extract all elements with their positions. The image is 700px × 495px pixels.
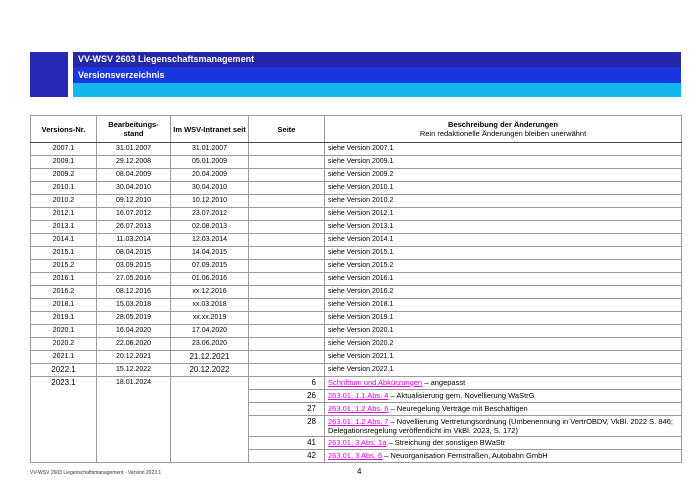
- cell-beschreibung: siehe Version 2018.1: [325, 299, 682, 312]
- cell-bearbeitung: 15.03.2018: [97, 299, 171, 312]
- cell-seite: [249, 273, 325, 286]
- cell-intranet: 21.12.2021: [171, 351, 249, 364]
- cell-bearbeitung: 08.12.2016: [97, 286, 171, 299]
- cell-beschreibung: siehe Version 2015.1: [325, 247, 682, 260]
- cell-bearbeitung: 16.07.2012: [97, 208, 171, 221]
- cell-seite: 28: [249, 416, 325, 437]
- change-link[interactable]: 263.01, 1.1 Abs. 4: [328, 391, 389, 400]
- cell-version: 2009.2: [31, 169, 97, 182]
- cell-bearbeitung: 08.04.2009: [97, 169, 171, 182]
- cell-bearbeitung: 11.03.2014: [97, 234, 171, 247]
- cell-seite: [249, 364, 325, 377]
- cell-beschreibung: siehe Version 2019.1: [325, 312, 682, 325]
- document-title: VV-WSV 2603 Liegenschaftsmanagement: [73, 52, 681, 67]
- cell-intranet: 14.04.2015: [171, 247, 249, 260]
- cell-version: 2014.1: [31, 234, 97, 247]
- banner-logo-block: [30, 52, 68, 97]
- cell-bearbeitung: 22.06.2020: [97, 338, 171, 351]
- footer-document-label: VV-WSV 2603 Liegenschaftsmanagement - Version 2023.1: [30, 470, 162, 476]
- cell-beschreibung: siehe Version 2013.1: [325, 221, 682, 234]
- cell-beschreibung: siehe Version 2020.2: [325, 338, 682, 351]
- table-header-row: [31, 116, 682, 143]
- cell-seite: [249, 351, 325, 364]
- table-row: [31, 364, 682, 377]
- table-row: [31, 338, 682, 351]
- cell-version: 2018.1: [31, 299, 97, 312]
- cell-bearbeitung: 30.04.2010: [97, 182, 171, 195]
- table-row: [31, 247, 682, 260]
- cell-version: 2015.1: [31, 247, 97, 260]
- cell-version: 2007.1: [31, 143, 97, 156]
- change-text: – Neuregelung Verträge mit Beschäftigen: [388, 404, 528, 413]
- change-text: – Aktualisierung gem. Novellierung WaStrG: [388, 391, 535, 400]
- cell-intranet: 23.07.2012: [171, 208, 249, 221]
- cell-intranet: 05.01.2009: [171, 156, 249, 169]
- cell-bearbeitung: 16.04.2020: [97, 325, 171, 338]
- cell-intranet: 20.12.2022: [171, 364, 249, 377]
- table-row: [31, 351, 682, 364]
- cell-intranet: xx.12.2016: [171, 286, 249, 299]
- cell-beschreibung: siehe Version 2016.2: [325, 286, 682, 299]
- cell-intranet: 07.09.2015: [171, 260, 249, 273]
- cell-intranet: 10.12.2010: [171, 195, 249, 208]
- cell-bearbeitung: 28.05.2019: [97, 312, 171, 325]
- cell-seite: [249, 169, 325, 182]
- table-row: [31, 260, 682, 273]
- cell-intranet: 17.04.2020: [171, 325, 249, 338]
- cell-seite: 27: [249, 403, 325, 416]
- change-link[interactable]: 263.01, 3 Abs. 1a: [328, 438, 387, 447]
- cell-beschreibung: siehe Version 2022.1: [325, 364, 682, 377]
- cell-intranet: xx.03.2018: [171, 299, 249, 312]
- col-header-intranet: Im WSV-Intranet seit: [171, 116, 249, 143]
- cell-beschreibung: siehe Version 2007.1: [325, 143, 682, 156]
- section-title: Versionsverzeichnis: [73, 67, 681, 83]
- table-row: [31, 182, 682, 195]
- cell-seite: [249, 208, 325, 221]
- cell-version: 2016.1: [31, 273, 97, 286]
- table-row: [31, 143, 682, 156]
- cell-intranet: 20.04.2009: [171, 169, 249, 182]
- cell-beschreibung: [325, 403, 682, 416]
- cell-intranet: xx.xx.2019: [171, 312, 249, 325]
- cell-bearbeitung: 03.09.2015: [97, 260, 171, 273]
- table-row: [31, 312, 682, 325]
- cell-seite: 26: [249, 390, 325, 403]
- cell-version: 2010.2: [31, 195, 97, 208]
- cell-version: 2021.1: [31, 351, 97, 364]
- cell-seite: [249, 338, 325, 351]
- cell-beschreibung: siehe Version 2010.1: [325, 182, 682, 195]
- cell-seite: [249, 143, 325, 156]
- cell-beschreibung: siehe Version 2021.1: [325, 351, 682, 364]
- table-row: [31, 286, 682, 299]
- cell-seite: [249, 286, 325, 299]
- cell-version: 2020.1: [31, 325, 97, 338]
- change-link[interactable]: 263.01, 1.2 Abs. 7: [328, 417, 389, 426]
- cell-version: 2012.1: [31, 208, 97, 221]
- cell-seite: [249, 221, 325, 234]
- table-row: [31, 299, 682, 312]
- cell-seite: [249, 195, 325, 208]
- cell-seite: 42: [249, 450, 325, 463]
- change-link[interactable]: 263.01, 3 Abs. 6: [328, 451, 383, 460]
- table-row: [31, 273, 682, 286]
- cell-seite: [249, 156, 325, 169]
- table-row: [31, 325, 682, 338]
- cell-intranet: 01.06.2016: [171, 273, 249, 286]
- col-header-version: Versions-Nr.: [31, 116, 97, 143]
- cell-version: 2013.1: [31, 221, 97, 234]
- cell-bearbeitung: 31.01.2007: [97, 143, 171, 156]
- cell-version: 2009.1: [31, 156, 97, 169]
- cell-version: 2015.2: [31, 260, 97, 273]
- cell-intranet: 02.08.2013: [171, 221, 249, 234]
- col-header-beschreibung: [325, 116, 682, 143]
- cell-seite: [249, 299, 325, 312]
- cell-seite: [249, 247, 325, 260]
- col-header-seite: Seite: [249, 116, 325, 143]
- cell-seite: [249, 182, 325, 195]
- cell-bearbeitung: 27.05.2016: [97, 273, 171, 286]
- cell-version: 2010.1: [31, 182, 97, 195]
- col-header-bearbeitung: Bearbeitungs-stand: [97, 116, 171, 143]
- cell-version: 2019.1: [31, 312, 97, 325]
- cell-beschreibung: [325, 437, 682, 450]
- cell-beschreibung: siehe Version 2015.2: [325, 260, 682, 273]
- cell-beschreibung: siehe Version 2012.1: [325, 208, 682, 221]
- change-link[interactable]: 263.01, 1.2 Abs. 6: [328, 404, 389, 413]
- change-text: – angepasst: [422, 378, 466, 387]
- cell-bearbeitung: 20.12.2021: [97, 351, 171, 364]
- change-text: – Novellierung Vertretungsordnung (Umbenennung in VertrOBDV, VkBl. 2022 S. 846; Delegationsregelung veröffentlicht im VkBl. 2023, S. 172): [328, 417, 673, 435]
- cell-seite: 41: [249, 437, 325, 450]
- table-row: [31, 377, 682, 390]
- cell-version: 2022.1: [31, 364, 97, 377]
- cell-bearbeitung: 15.12.2022: [97, 364, 171, 377]
- cell-beschreibung: siehe Version 2009.1: [325, 156, 682, 169]
- col-header-beschreibung-sub: Rein redaktionelle Änderungen bleiben unerwähnt: [419, 129, 587, 138]
- cell-bearbeitung: 29.12.2008: [97, 156, 171, 169]
- table-row: [31, 221, 682, 234]
- cell-bearbeitung: 09.12.2010: [97, 195, 171, 208]
- cell-seite: [249, 234, 325, 247]
- cell-beschreibung: [325, 416, 682, 437]
- cell-intranet: [171, 377, 249, 463]
- cell-beschreibung: [325, 377, 682, 390]
- version-table: [30, 115, 682, 463]
- cell-intranet: 31.01.2007: [171, 143, 249, 156]
- table-row: [31, 169, 682, 182]
- cell-intranet: 12.03.2014: [171, 234, 249, 247]
- cell-bearbeitung: 18.01.2024: [97, 377, 171, 463]
- cell-version: 2020.2: [31, 338, 97, 351]
- table-row: [31, 195, 682, 208]
- cell-intranet: 23.06.2020: [171, 338, 249, 351]
- cell-version: 2023.1: [31, 377, 97, 463]
- cell-version: 2016.2: [31, 286, 97, 299]
- col-header-beschreibung-title: Beschreibung der Änderungen: [447, 120, 558, 129]
- cell-bearbeitung: 08.04.2015: [97, 247, 171, 260]
- table-row: [31, 208, 682, 221]
- cell-beschreibung: siehe Version 2009.2: [325, 169, 682, 182]
- table-row: [31, 234, 682, 247]
- cell-intranet: 30.04.2010: [171, 182, 249, 195]
- cell-beschreibung: [325, 450, 682, 463]
- change-text: – Neuorganisation Fernstraßen, Autobahn GmbH: [382, 451, 548, 460]
- cell-bearbeitung: 26.07.2013: [97, 221, 171, 234]
- cell-seite: [249, 325, 325, 338]
- cell-beschreibung: siehe Version 2014.1: [325, 234, 682, 247]
- cell-beschreibung: [325, 390, 682, 403]
- page-number: 4: [357, 467, 362, 476]
- cell-seite: [249, 260, 325, 273]
- table-row: [31, 156, 682, 169]
- change-text: – Streichung der sonstigen BWaStr: [386, 438, 506, 447]
- cell-beschreibung: siehe Version 2010.2: [325, 195, 682, 208]
- cell-beschreibung: siehe Version 2016.1: [325, 273, 682, 286]
- cell-beschreibung: siehe Version 2020.1: [325, 325, 682, 338]
- cell-seite: [249, 312, 325, 325]
- change-link[interactable]: Schrifttum und Abkürzungen: [328, 378, 423, 387]
- banner-accent-bar: [73, 83, 681, 97]
- cell-seite: 6: [249, 377, 325, 390]
